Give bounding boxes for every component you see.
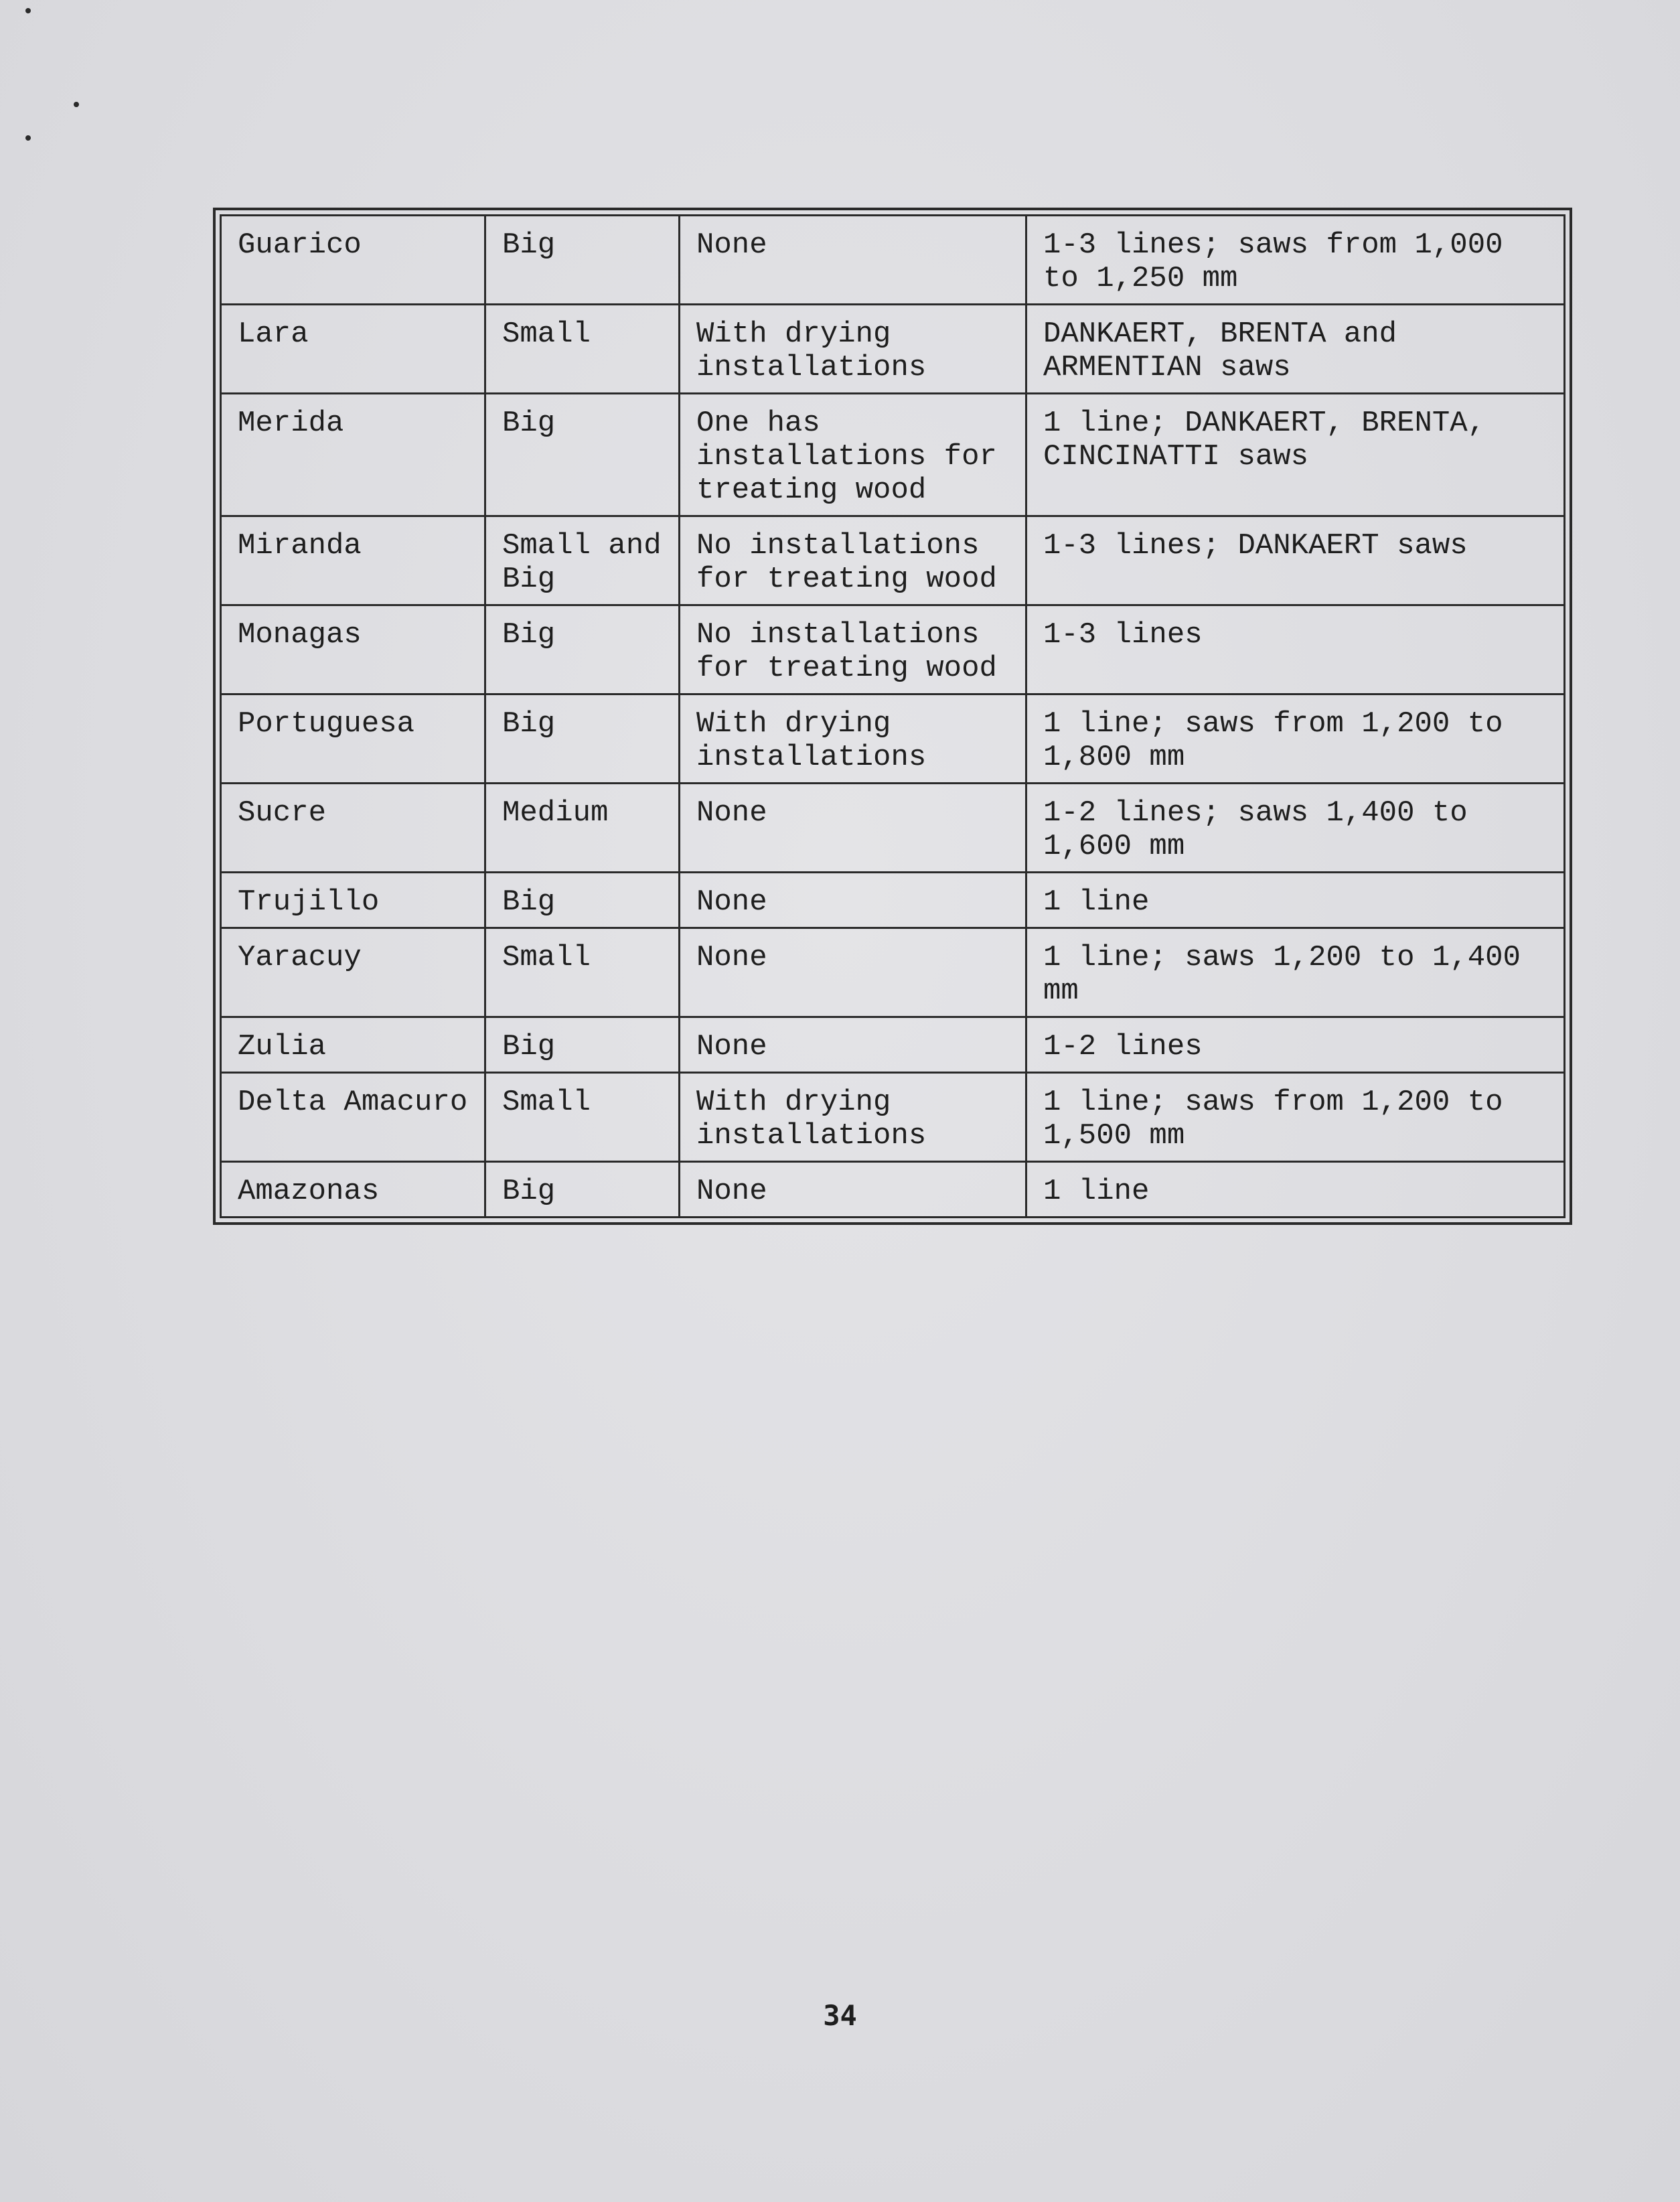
state-cell: Yaracuy bbox=[221, 928, 485, 1017]
equipment-cell: 1-3 lines bbox=[1026, 605, 1565, 694]
equipment-cell: 1 line; saws from 1,200 to 1,800 mm bbox=[1026, 694, 1565, 784]
installations-cell: With drying installations bbox=[680, 305, 1026, 394]
installations-cell: None bbox=[680, 873, 1026, 928]
equipment-cell: 1-2 lines bbox=[1026, 1017, 1565, 1073]
table-row bbox=[221, 694, 1565, 784]
installations-cell: No installations for treating wood bbox=[680, 605, 1026, 694]
size-cell: Medium bbox=[485, 784, 680, 873]
installations-cell: One has installations for treating wood bbox=[680, 394, 1026, 516]
size-cell: Big bbox=[485, 1017, 680, 1073]
state-cell: Miranda bbox=[221, 516, 485, 605]
scan-speck bbox=[25, 135, 31, 141]
size-cell: Small bbox=[485, 305, 680, 394]
size-cell: Big bbox=[485, 1162, 680, 1218]
size-cell: Small and Big bbox=[485, 516, 680, 605]
state-cell: Monagas bbox=[221, 605, 485, 694]
table-row bbox=[221, 928, 1565, 1017]
table-row bbox=[221, 1073, 1565, 1162]
installations-cell: No installations for treating wood bbox=[680, 516, 1026, 605]
installations-cell: With drying installations bbox=[680, 694, 1026, 784]
page-number: 34 bbox=[823, 1999, 857, 2032]
equipment-cell: DANKAERT, BRENTA and ARMENTIAN saws bbox=[1026, 305, 1565, 394]
state-cell: Merida bbox=[221, 394, 485, 516]
size-cell: Big bbox=[485, 873, 680, 928]
state-cell: Guarico bbox=[221, 216, 485, 305]
equipment-cell: 1 line; saws from 1,200 to 1,500 mm bbox=[1026, 1073, 1565, 1162]
size-cell: Big bbox=[485, 694, 680, 784]
size-cell: Small bbox=[485, 928, 680, 1017]
equipment-cell: 1-2 lines; saws 1,400 to 1,600 mm bbox=[1026, 784, 1565, 873]
sawmill-table-frame bbox=[213, 208, 1572, 1225]
equipment-cell: 1 line; DANKAERT, BRENTA, CINCINATTI saws bbox=[1026, 394, 1565, 516]
installations-cell: None bbox=[680, 928, 1026, 1017]
equipment-cell: 1-3 lines; DANKAERT saws bbox=[1026, 516, 1565, 605]
installations-cell: None bbox=[680, 216, 1026, 305]
equipment-cell: 1 line; saws 1,200 to 1,400 mm bbox=[1026, 928, 1565, 1017]
equipment-cell: 1 line bbox=[1026, 873, 1565, 928]
state-cell: Zulia bbox=[221, 1017, 485, 1073]
table-row bbox=[221, 216, 1565, 305]
table-row bbox=[221, 873, 1565, 928]
installations-cell: None bbox=[680, 1162, 1026, 1218]
installations-cell: With drying installations bbox=[680, 1073, 1026, 1162]
table-row bbox=[221, 1162, 1565, 1218]
scan-speck bbox=[25, 8, 31, 13]
state-cell: Delta Amacuro bbox=[221, 1073, 485, 1162]
table-row bbox=[221, 394, 1565, 516]
sawmill-table bbox=[220, 214, 1566, 1218]
size-cell: Big bbox=[485, 216, 680, 305]
state-cell: Amazonas bbox=[221, 1162, 485, 1218]
table-row bbox=[221, 305, 1565, 394]
installations-cell: None bbox=[680, 784, 1026, 873]
equipment-cell: 1 line bbox=[1026, 1162, 1565, 1218]
table-row bbox=[221, 605, 1565, 694]
equipment-cell: 1-3 lines; saws from 1,000 to 1,250 mm bbox=[1026, 216, 1565, 305]
size-cell: Big bbox=[485, 605, 680, 694]
size-cell: Big bbox=[485, 394, 680, 516]
state-cell: Lara bbox=[221, 305, 485, 394]
state-cell: Portuguesa bbox=[221, 694, 485, 784]
table-row bbox=[221, 516, 1565, 605]
size-cell: Small bbox=[485, 1073, 680, 1162]
table-row bbox=[221, 1017, 1565, 1073]
table-row bbox=[221, 784, 1565, 873]
installations-cell: None bbox=[680, 1017, 1026, 1073]
scan-speck bbox=[74, 102, 79, 107]
state-cell: Trujillo bbox=[221, 873, 485, 928]
state-cell: Sucre bbox=[221, 784, 485, 873]
